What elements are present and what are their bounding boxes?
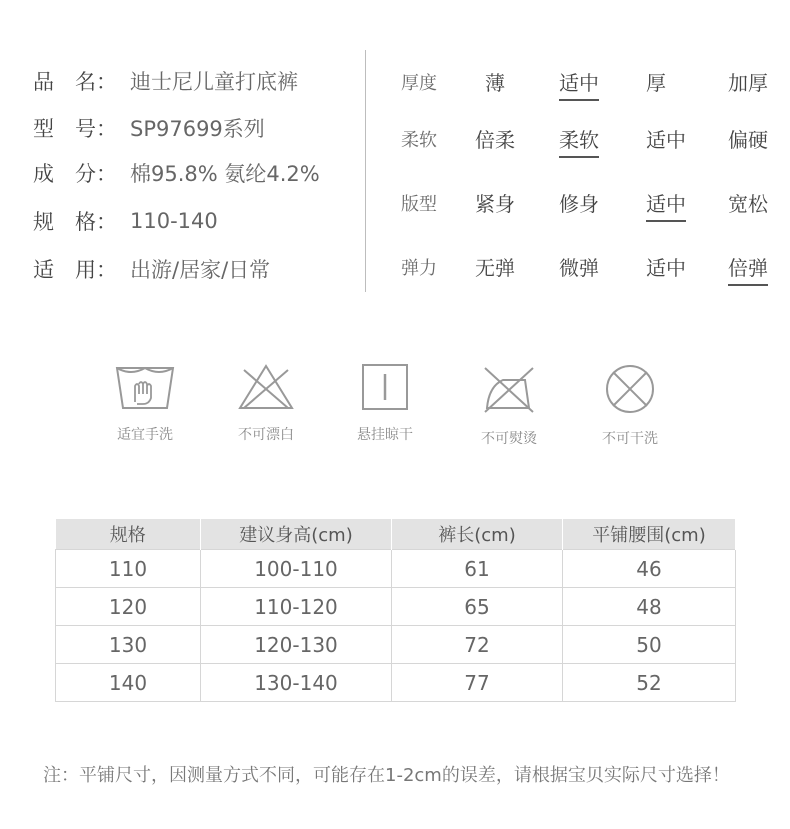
table-cell: 72 bbox=[392, 626, 563, 664]
info-label: 品 名： bbox=[33, 70, 117, 94]
attr-option-selected: 柔软 bbox=[551, 124, 607, 153]
attr-name: 柔软 bbox=[401, 130, 437, 151]
care-item bbox=[570, 362, 690, 448]
care-label: 不可熨烫 bbox=[481, 431, 537, 447]
attr-option: 加厚 bbox=[728, 71, 768, 95]
table-cell: 130 bbox=[56, 626, 201, 664]
info-value: 棉95.8% 氨纶4.2% bbox=[130, 162, 320, 186]
info-row-size bbox=[33, 206, 218, 236]
attr-option: 薄 bbox=[485, 71, 505, 95]
attr-name: 版型 bbox=[401, 194, 437, 215]
table-header-cell: 规格 bbox=[56, 519, 201, 550]
no-bleach-icon bbox=[236, 362, 296, 412]
table-cell: 110 bbox=[56, 550, 201, 588]
info-value: 迪士尼儿童打底裤 bbox=[130, 70, 298, 94]
attr-name: 弹力 bbox=[401, 258, 437, 279]
attr-option: 微弹 bbox=[559, 256, 599, 280]
table-cell: 52 bbox=[563, 664, 736, 702]
attr-option: 适中 bbox=[646, 128, 686, 152]
attr-row-softness bbox=[401, 122, 781, 154]
attr-option-selected: 适中 bbox=[551, 67, 607, 96]
info-row-composition bbox=[33, 158, 320, 188]
table-cell: 50 bbox=[563, 626, 736, 664]
table-header-cell: 裤长(cm) bbox=[392, 519, 563, 550]
attr-option-selected: 适中 bbox=[638, 188, 694, 217]
info-row-name bbox=[33, 66, 298, 96]
table-cell: 46 bbox=[563, 550, 736, 588]
info-label: 型 号： bbox=[33, 117, 117, 141]
attr-name: 厚度 bbox=[401, 73, 437, 94]
info-row-usage bbox=[33, 254, 270, 284]
care-label: 不可漂白 bbox=[238, 427, 294, 443]
table-cell: 120 bbox=[56, 588, 201, 626]
attr-option: 无弹 bbox=[475, 256, 515, 280]
attr-option: 倍柔 bbox=[475, 128, 515, 152]
attr-option: 厚 bbox=[646, 71, 666, 95]
table-header-row bbox=[56, 519, 736, 550]
info-label: 成 分： bbox=[33, 162, 117, 186]
hand-wash-icon bbox=[113, 362, 177, 412]
attr-option: 适中 bbox=[646, 256, 686, 280]
table-cell: 65 bbox=[392, 588, 563, 626]
table-cell: 140 bbox=[56, 664, 201, 702]
info-row-model bbox=[33, 113, 265, 143]
table-cell: 48 bbox=[563, 588, 736, 626]
size-table bbox=[55, 519, 736, 702]
care-item bbox=[449, 364, 569, 448]
care-item bbox=[85, 362, 205, 444]
table-header-cell: 建议身高(cm) bbox=[201, 519, 392, 550]
table-cell: 130-140 bbox=[201, 664, 392, 702]
care-label: 不可干洗 bbox=[602, 431, 658, 447]
care-item bbox=[325, 362, 445, 444]
info-value: 出游/居家/日常 bbox=[130, 258, 271, 282]
info-value: SP97699系列 bbox=[130, 117, 265, 141]
attr-row-fit bbox=[401, 186, 781, 218]
vertical-divider bbox=[365, 50, 366, 292]
attr-option: 偏硬 bbox=[728, 128, 768, 152]
no-tumble-dry-icon bbox=[603, 362, 657, 416]
care-item bbox=[206, 362, 326, 444]
care-label: 适宜手洗 bbox=[117, 427, 173, 443]
table-row bbox=[56, 550, 736, 588]
no-iron-icon bbox=[481, 364, 537, 416]
table-cell: 120-130 bbox=[201, 626, 392, 664]
attr-row-elasticity bbox=[401, 250, 781, 282]
table-row bbox=[56, 664, 736, 702]
attr-option-selected: 倍弹 bbox=[720, 252, 776, 281]
table-cell: 100-110 bbox=[201, 550, 392, 588]
info-label: 规 格： bbox=[33, 210, 117, 234]
table-row bbox=[56, 588, 736, 626]
table-header-cell: 平铺腰围(cm) bbox=[563, 519, 736, 550]
table-row bbox=[56, 626, 736, 664]
info-value: 110-140 bbox=[130, 209, 218, 233]
care-label: 悬挂晾干 bbox=[357, 427, 413, 443]
attr-row-thickness bbox=[401, 65, 781, 97]
attr-option: 修身 bbox=[559, 192, 599, 216]
footnote: 注：平铺尺寸，因测量方式不同，可能存在1-2cm的误差，请根据宝贝实际尺寸选择！ bbox=[43, 765, 730, 786]
info-label: 适 用： bbox=[33, 258, 117, 282]
attr-option: 宽松 bbox=[728, 192, 768, 216]
hang-dry-icon bbox=[360, 362, 410, 412]
table-cell: 110-120 bbox=[201, 588, 392, 626]
table-cell: 61 bbox=[392, 550, 563, 588]
table-cell: 77 bbox=[392, 664, 563, 702]
attr-option: 紧身 bbox=[475, 192, 515, 216]
